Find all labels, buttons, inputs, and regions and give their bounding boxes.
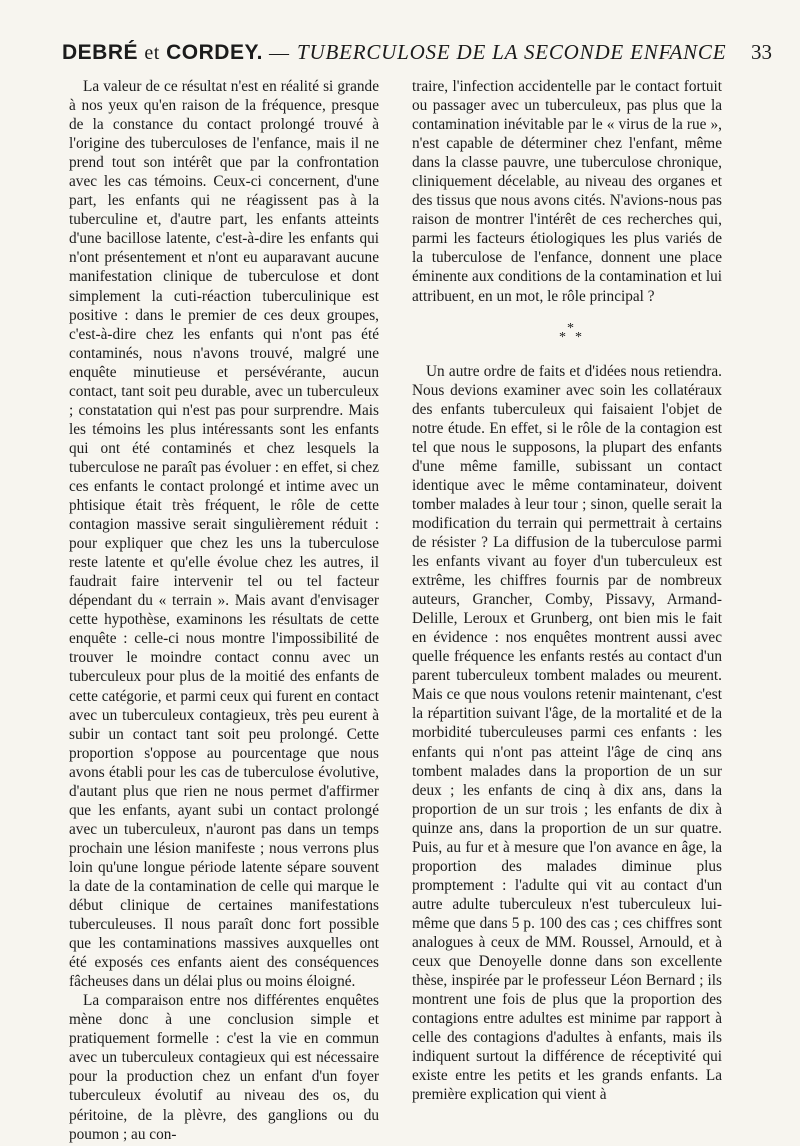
header-et: et <box>144 42 160 64</box>
header-dash: — <box>269 42 289 64</box>
page-number: 33 <box>751 40 772 64</box>
asterism-star: * <box>575 329 582 345</box>
header-authors <box>62 41 263 65</box>
paragraph-continued: traire, l'infection accidentelle par le contact fortuit ou passager avec un tuberculeux, pas plus que la contamination inévitable par le « virus de la rue », n'est capable de déterminer chez l'enfant, même dans la classe pauvre, une tuberculose chronique, cliniquement décelable, au niveau des organes et des tissus que nous avons cités. N'avions-nous pas raison de montrer l'intérêt de ces recherches qui, parmi les facteurs étiologiques les plus variés de la tuberculose de l'enfance, donnent une place éminente aux conditions de la contamination et lui attribuent, en un mot, le rôle principal ? <box>412 78 722 305</box>
section-asterism <box>412 306 722 362</box>
paragraph: La comparaison entre nos différentes enquêtes mène donc à une conclusion simple et pratiquement formelle : c'est la vie en commun avec un tuberculeux contagieux qui est nécessaire pour la production chez un enfant d'un foyer tuberculeux évolutif au niveau des os, du péritoine, de la plèvre, des ganglions ou du poumon ; au con- <box>69 992 379 1143</box>
header-author-1: DEBRÉ <box>62 41 139 64</box>
paragraph: Un autre ordre de faits et d'idées nous retiendra. Nous devions examiner avec soin les collatéraux des enfants tuberculeux qui faisaient l'objet de notre étude. En effet, si le rôle de la contagion est tel que nous le supposons, la plupart des enfants d'une même famille, subissant un contact identique avec le même contaminateur, doivent tomber malades à leur tour ; sinon, quelle serait la modification du terrain qui permettrait à certains de résister ? La diffusion de la tuberculose parmi les enfants vivant au foyer d'un tuberculeux est extrême, les chiffres fournis par de nombreux auteurs, Grancher, Comby, Pissavy, Armand-Delille, Leroux et Grunberg, ont bien mis le fait en évidence : nos enquêtes montrent aussi avec quelle fréquence les enfants restés au contact d'un parent tuberculeux tombent malades ou meurent. Mais ce que nous voulons retenir maintenant, c'est la répartition suivant l'âge, de la mortalité et de la morbidité tuberculeuses parmi ces enfants : les enfants qui n'ont pas atteint l'âge de cinq ans tombent malades dans la proportion de un sur deux ; les enfants de cinq à dix ans, dans la proportion de un sur trois ; les enfants de dix à quinze ans, dans la proportion de un sur quatre. Puis, au fur et à mesure que l'on avance en âge, la proportion des malades diminue plus promptement : l'adulte qui vit au contact d'un autre adulte tuberculeux n'est tuberculeux lui-même que dans 5 p. 100 des cas ; ces chiffres sont analogues à ceux de MM. Roussel, Arnould, et à ceux que Denoyelle donne dans son excellente thèse, inspirée par le professeur Léon Bernard ; ils montrent une fois de plus que la proportion des contagions entre adultes est minime par rapport à celle des contagions d'adultes à enfants, mais ils indiquent surtout la différence de réceptivité qui existe entre les petits et les grands enfants. La première explication qui vient à <box>412 362 722 1104</box>
header-title: TUBERCULOSE DE LA SECONDE ENFANCE <box>297 40 727 64</box>
left-column <box>69 77 379 1144</box>
asterism-star: * <box>559 329 566 345</box>
paragraph: La valeur de ce résultat n'est en réalité si grande à nos yeux qu'en raison de la fréquence, presque de la constance du contact prolongé trouvé à l'origine des tuberculoses de l'enfance, mais il ne prend tout son intérêt que par la confrontation avec les cas témoins. Ceux-ci concernent, d'une part, les enfants qui ne réagissent pas à la tuberculine et, d'autre part, les enfants atteints d'une bacillose latente, c'est-à-dire les enfants qui n'ont présentement et n'ont eu auparavant aucune manifestation clinique de tuberculose et dont simplement la cuti-réaction tuberculinique est positive : dans le premier de ces deux groupes, c'est-à-dire chez les enfants qui n'ont pas été contaminés, nous n'avons trouvé, malgré une enquête minutieuse et persévérante, aucun contact, tant soit peu durable, avec un tuberculeux ; constatation qui n'est pas pour surprendre. Mais les témoins les plus intéressants sont les enfants qui ont été contaminés et chez lesquels la tuberculose ne paraît pas évoluer : en effet, si chez ces enfants le contact prolongé et intime avec un phtisique était très fréquent, le rôle de cette contagion massive serait singulièrement réduit : pour expliquer que chez les uns la tuberculose reste latente et qu'elle évolue chez les autres, il faudrait faire intervenir tel ou tel facteur dépendant du « terrain ». Mais avant d'envisager cette hypothèse, examinons les résultats de cette enquête : celle-ci nous montre l'impossibilité de trouver le moindre contact connu avec un tuberculeux pour plus de la moitié des enfants de cette catégorie, et parmi ceux qui furent en contact avec un tuberculeux contagieux, très peu eurent à subir un contact tant soit peu prolongé. Cette proportion s'oppose au pourcentage que nous avons établi pour les cas de tuberculose évolutive, d'autant plus que rien ne nous permet d'affirmer que les enfants, ayant subi un contact prolongé avec un tuberculeux, n'auront pas dans un temps prochain une lésion manifeste ; nous verrons plus loin qu'une longue période latente sépare souvent la date de la contamination de celle qui marque le début clinique de certaines manifestations tuberculeuses. Il nous paraît donc fort possible que les contaminations massives auxquelles ont été exposés ces enfants aient des conséquences fâcheuses dans un délai plus ou moins éloigné. <box>69 78 379 991</box>
asterism-star: * <box>567 320 574 336</box>
running-header <box>62 40 772 70</box>
right-column <box>412 77 722 1104</box>
header-author-2: CORDEY. <box>166 41 263 64</box>
